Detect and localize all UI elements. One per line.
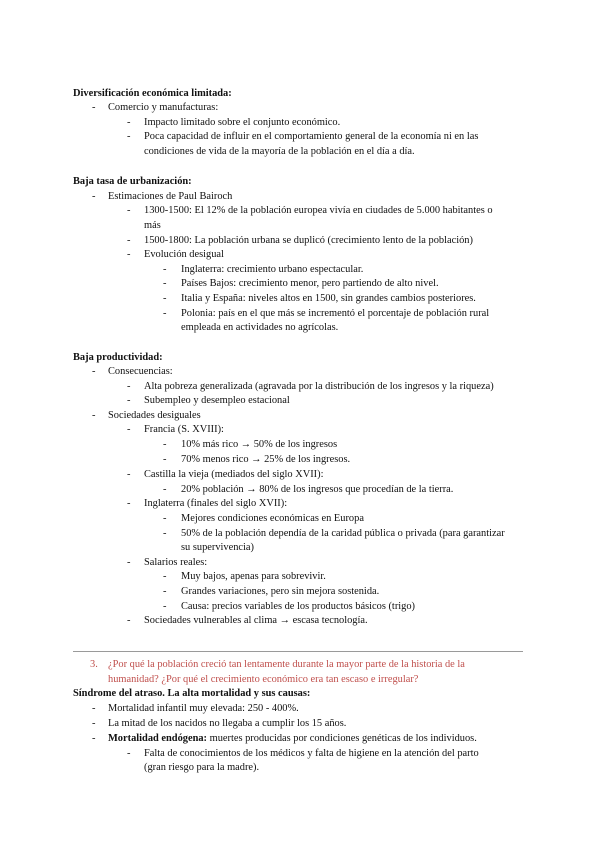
list-dash: - <box>92 410 96 421</box>
list-item: 10% más rico → 50% de los ingresos <box>181 439 338 450</box>
list-dash: - <box>127 424 131 435</box>
list-dash: - <box>92 733 96 744</box>
question-line: ¿Por qué la población creció tan lentamente durante la mayor parte de la historia de la <box>108 659 465 670</box>
list-item: Alta pobreza generalizada (agravada por la distribución de los ingresos y la riqueza) <box>144 381 494 392</box>
list-item: Grandes variaciones, pero sin mejora sostenida. <box>181 586 380 597</box>
term-definition: muertes producidas por condiciones genéticas de los individuos. <box>207 733 477 744</box>
list-item: Causa: precios variables de los productos básicos (trigo) <box>181 601 416 612</box>
list-dash: - <box>127 249 131 260</box>
list-dash: - <box>127 615 131 626</box>
list-item: 50% de la población dependía de la caridad pública o privada (para garantizar <box>181 528 505 539</box>
list-dash: - <box>127 498 131 509</box>
list-dash: - <box>163 264 167 275</box>
list-item: Inglaterra (finales del siglo XVII): <box>144 498 288 509</box>
list-dash: - <box>127 235 131 246</box>
term-bold: Mortalidad endógena: <box>108 733 208 744</box>
list-dash: - <box>163 601 167 612</box>
list-item: Polonia: país en el que más se incrementó el porcentaje de población rural <box>181 308 490 319</box>
list-item-cont: (gran riesgo para la madre). <box>144 762 260 773</box>
list-item: Comercio y manufacturas: <box>108 102 219 113</box>
list-item: Italia y España: niveles altos en 1500, sin grandes cambios posteriores. <box>181 293 476 304</box>
list-item: Mejores condiciones económicas en Europa <box>181 513 364 524</box>
list-item: La mitad de los nacidos no llegaba a cumplir los 15 años. <box>108 718 347 729</box>
list-dash: - <box>163 278 167 289</box>
list-item: 20% población → 80% de los ingresos que procedían de la tierra. <box>181 484 454 495</box>
list-item: Subempleo y desempleo estacional <box>144 395 290 406</box>
list-dash: - <box>127 381 131 392</box>
list-dash: - <box>163 571 167 582</box>
list-item: Inglaterra: crecimiento urbano espectacular. <box>181 264 364 275</box>
list-item: 1300-1500: El 12% de la población europea vivía en ciudades de 5.000 habitantes o <box>144 205 493 216</box>
list-item: Países Bajos: crecimiento menor, pero partiendo de alto nivel. <box>181 278 439 289</box>
list-dash: - <box>127 748 131 759</box>
heading-sindrome: Síndrome del atraso. La alta mortalidad y sus causas: <box>73 688 311 699</box>
list-item: 1500-1800: La población urbana se duplicó (crecimiento lento de la población) <box>144 235 473 246</box>
list-dash: - <box>127 395 131 406</box>
list-dash: - <box>163 293 167 304</box>
list-item: 70% menos rico → 25% de los ingresos. <box>181 454 351 465</box>
list-item: Muy bajos, apenas para sobrevivir. <box>181 571 326 582</box>
list-dash: - <box>163 439 167 450</box>
list-item-cont: empleada en actividades no agrícolas. <box>181 322 339 333</box>
list-dash: - <box>163 308 167 319</box>
list-dash: - <box>127 469 131 480</box>
list-item: Sociedades desiguales <box>108 410 201 421</box>
list-item: Estimaciones de Paul Bairoch <box>108 191 233 202</box>
list-item: Mortalidad infantil muy elevada: 250 - 400%. <box>108 703 299 714</box>
list-item-cont: su supervivencia) <box>181 542 254 553</box>
heading-diversificacion: Diversificación económica limitada: <box>73 88 232 99</box>
list-item: Impacto limitado sobre el conjunto económico. <box>144 117 341 128</box>
list-dash: - <box>127 117 131 128</box>
list-dash: - <box>163 586 167 597</box>
list-item: Poca capacidad de influir en el comportamiento general de la economía ni en las <box>144 131 479 142</box>
list-dash: - <box>92 703 96 714</box>
list-item: Francia (S. XVIII): <box>144 424 224 435</box>
list-dash: - <box>92 191 96 202</box>
list-item: Consecuencias: <box>108 366 173 377</box>
list-dash: - <box>163 528 167 539</box>
list-dash: - <box>163 454 167 465</box>
heading-productividad: Baja productividad: <box>73 352 163 363</box>
question-number: 3. <box>90 659 98 670</box>
list-dash: - <box>127 131 131 142</box>
list-dash: - <box>163 513 167 524</box>
list-item: Salarios reales: <box>144 557 208 568</box>
heading-urbanizacion: Baja tasa de urbanización: <box>73 176 192 187</box>
list-dash: - <box>163 484 167 495</box>
list-dash: - <box>92 102 96 113</box>
list-dash: - <box>92 366 96 377</box>
list-dash: - <box>127 557 131 568</box>
list-item-cont: condiciones de vida de la mayoría de la población en el día a día. <box>144 146 415 157</box>
section-divider <box>73 651 523 652</box>
list-dash: - <box>127 205 131 216</box>
list-item-cont: más <box>144 220 161 231</box>
list-item: Castilla la vieja (mediados del siglo XVII): <box>144 469 324 480</box>
list-dash: - <box>92 718 96 729</box>
list-item: Sociedades vulnerables al clima → escasa tecnología. <box>144 615 368 626</box>
list-item: Evolución desigual <box>144 249 224 260</box>
list-item <box>108 733 477 744</box>
question-line: humanidad? ¿Por qué el crecimiento económico era tan escaso e irregular? <box>108 674 419 685</box>
list-item: Falta de conocimientos de los médicos y falta de higiene en la atención del parto <box>144 748 479 759</box>
